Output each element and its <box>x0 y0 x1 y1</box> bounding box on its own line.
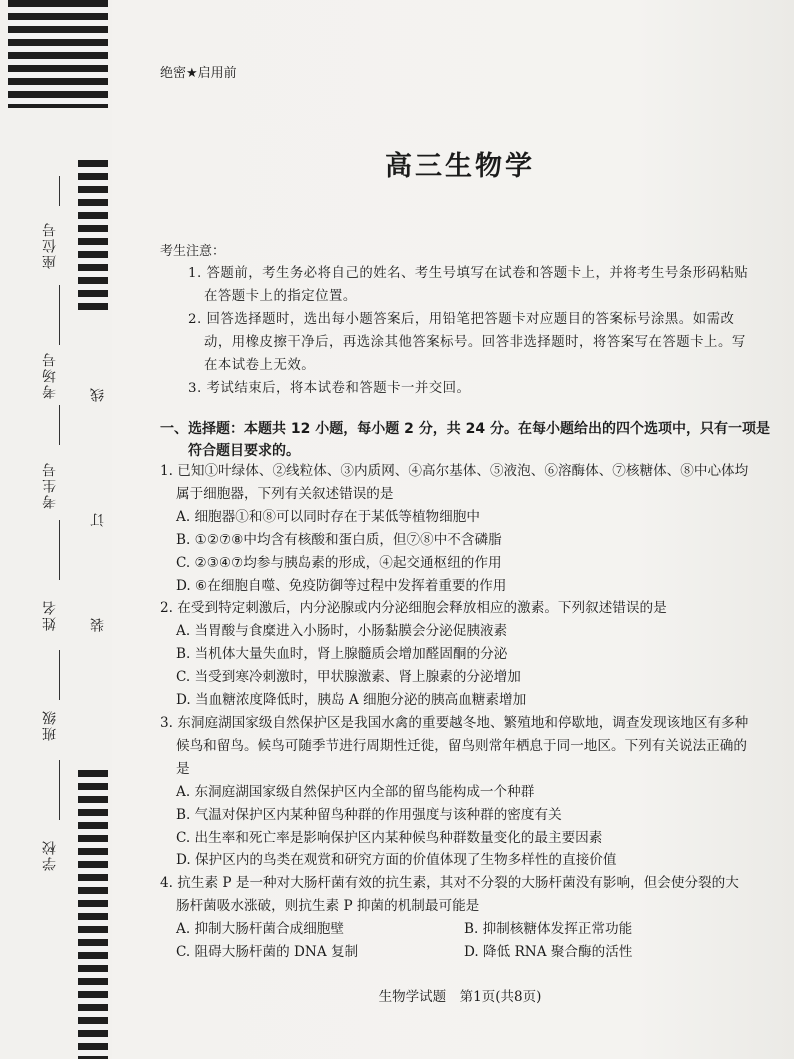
field-class: 班级 <box>42 709 58 741</box>
question <box>160 712 752 872</box>
page-title: 高三生物学 <box>385 151 535 182</box>
question-list <box>160 460 752 964</box>
notice-list <box>188 262 753 400</box>
field-school: 学校 <box>42 839 58 871</box>
question <box>160 872 752 964</box>
section-heading: 一、选择题：本题共 12 小题，每小题 2 分，共 24 分。在每小题给出的四个选项中，只有一项是符合题目要求的。 <box>160 421 770 459</box>
notice-item: 1. 答题前，考生务必将自己的姓名、考生号填写在试卷和答题卡上，并将考生号条形码粘贴在答题卡上的指定位置。 <box>188 266 749 304</box>
field-line <box>59 520 61 580</box>
option-row <box>160 918 752 941</box>
question-option: B. 当机体大量失血时，肾上腺髓质会增加醛固酮的分泌 <box>176 646 508 663</box>
field-line <box>59 760 61 820</box>
question-option: D. 降低 RNA 聚合酶的活性 <box>464 944 633 961</box>
notice-heading: 考生注意： <box>160 244 226 259</box>
question <box>160 460 752 597</box>
cut-mark-line: 线 <box>90 388 106 402</box>
question-option: A. 当胃酸与食糜进入小肠时，小肠黏膜会分泌促胰液素 <box>176 623 508 640</box>
stripe-pattern-bottom <box>78 770 108 1059</box>
stripe-pattern-top <box>8 0 78 108</box>
question-option: C. 当受到寒冷刺激时，甲状腺激素、肾上腺素的分泌增加 <box>176 669 521 686</box>
field-line <box>59 650 61 700</box>
question-option: B. ①②⑦⑧中均含有核酸和蛋白质，但⑦⑧中不含磷脂 <box>176 531 502 548</box>
question-option: D. 当血糖浓度降低时，胰岛 A 细胞分泌的胰高血糖素增加 <box>176 692 527 709</box>
cut-mark-staple: 装 <box>90 618 106 632</box>
field-line <box>59 176 61 206</box>
question-option: A. 抑制大肠杆菌合成细胞壁 <box>176 921 344 938</box>
question-option: D. 保护区内的鸟类在观赏和研究方面的价值体现了生物多样性的直接价值 <box>176 852 617 869</box>
question-option: B. 气温对保护区内某种留鸟种群的作用强度与该种群的密度有关 <box>176 806 562 823</box>
field-room-number: 考场号 <box>42 351 58 399</box>
stripe-pattern-top-right <box>78 0 108 108</box>
question-option: C. 出生率和死亡率是影响保护区内某种候鸟种群数量变化的最主要因素 <box>176 829 603 846</box>
question-option: A. 东洞庭湖国家级自然保护区内全部的留鸟能构成一个种群 <box>176 783 535 800</box>
option-row <box>160 941 752 964</box>
question-option: D. ⑥在细胞自噬、免疫防御等过程中发挥着重要的作用 <box>176 577 507 594</box>
question-stem: 2. 在受到特定刺激后，内分泌腺或内分泌细胞会释放相应的激素。下列叙述错误的是 <box>160 600 667 617</box>
question-option: C. ②③④⑦均参与胰岛素的形成，④起交通枢纽的作用 <box>176 554 502 571</box>
field-candidate-number: 考生号 <box>42 461 58 509</box>
binding-strip <box>0 0 112 1059</box>
cut-mark-bind: 订 <box>90 513 106 527</box>
question <box>160 597 752 712</box>
question-stem: 1. 已知①叶绿体、②线粒体、③内质网、④高尔基体、⑤液泡、⑥溶酶体、⑦核糖体、⑧中心体均属于细胞器，下列有关叙述错误的是 <box>160 463 749 502</box>
stripe-pattern-middle <box>78 160 108 310</box>
notice-item: 2. 回答选择题时，选出每小题答案后，用铅笔把答题卡对应题目的答案标号涂黑。如需改动，用橡皮擦干净后，再选涂其他答案标号。回答非选择题时，将答案写在答题卡上。写在本试卷上无效。 <box>188 312 746 373</box>
question-option: B. 抑制核糖体发挥正常功能 <box>464 921 633 938</box>
notice-item: 3. 考试结束后，将本试卷和答题卡一并交回。 <box>188 381 471 396</box>
question-option: A. 细胞器①和⑧可以同时存在于某低等植物细胞中 <box>176 508 480 525</box>
field-seat-number: 座位号 <box>42 221 58 269</box>
question-stem: 4. 抗生素 P 是一种对大肠杆菌有效的抗生素，其对不分裂的大肠杆菌没有影响，但会使分裂的大肠杆菌吸水涨破，则抗生素 P 抑菌的机制最可能是 <box>160 875 739 915</box>
field-line <box>59 405 61 445</box>
field-line <box>59 285 61 345</box>
question-option: C. 阻碍大肠杆菌的 DNA 复制 <box>176 944 359 961</box>
question-stem: 3. 东洞庭湖国家级自然保护区是我国水禽的重要越冬地、繁殖地和停歇地，调查发现该地区有多种候鸟和留鸟。候鸟可随季节进行周期性迁徙，留鸟则常年栖息于同一地区。下列有关说法正确的是 <box>160 714 749 777</box>
page-footer: 生物学试题 第1页(共8页) <box>378 989 542 1005</box>
field-name: 姓名 <box>42 599 58 631</box>
secret-label: 绝密★启用前 <box>160 66 237 81</box>
